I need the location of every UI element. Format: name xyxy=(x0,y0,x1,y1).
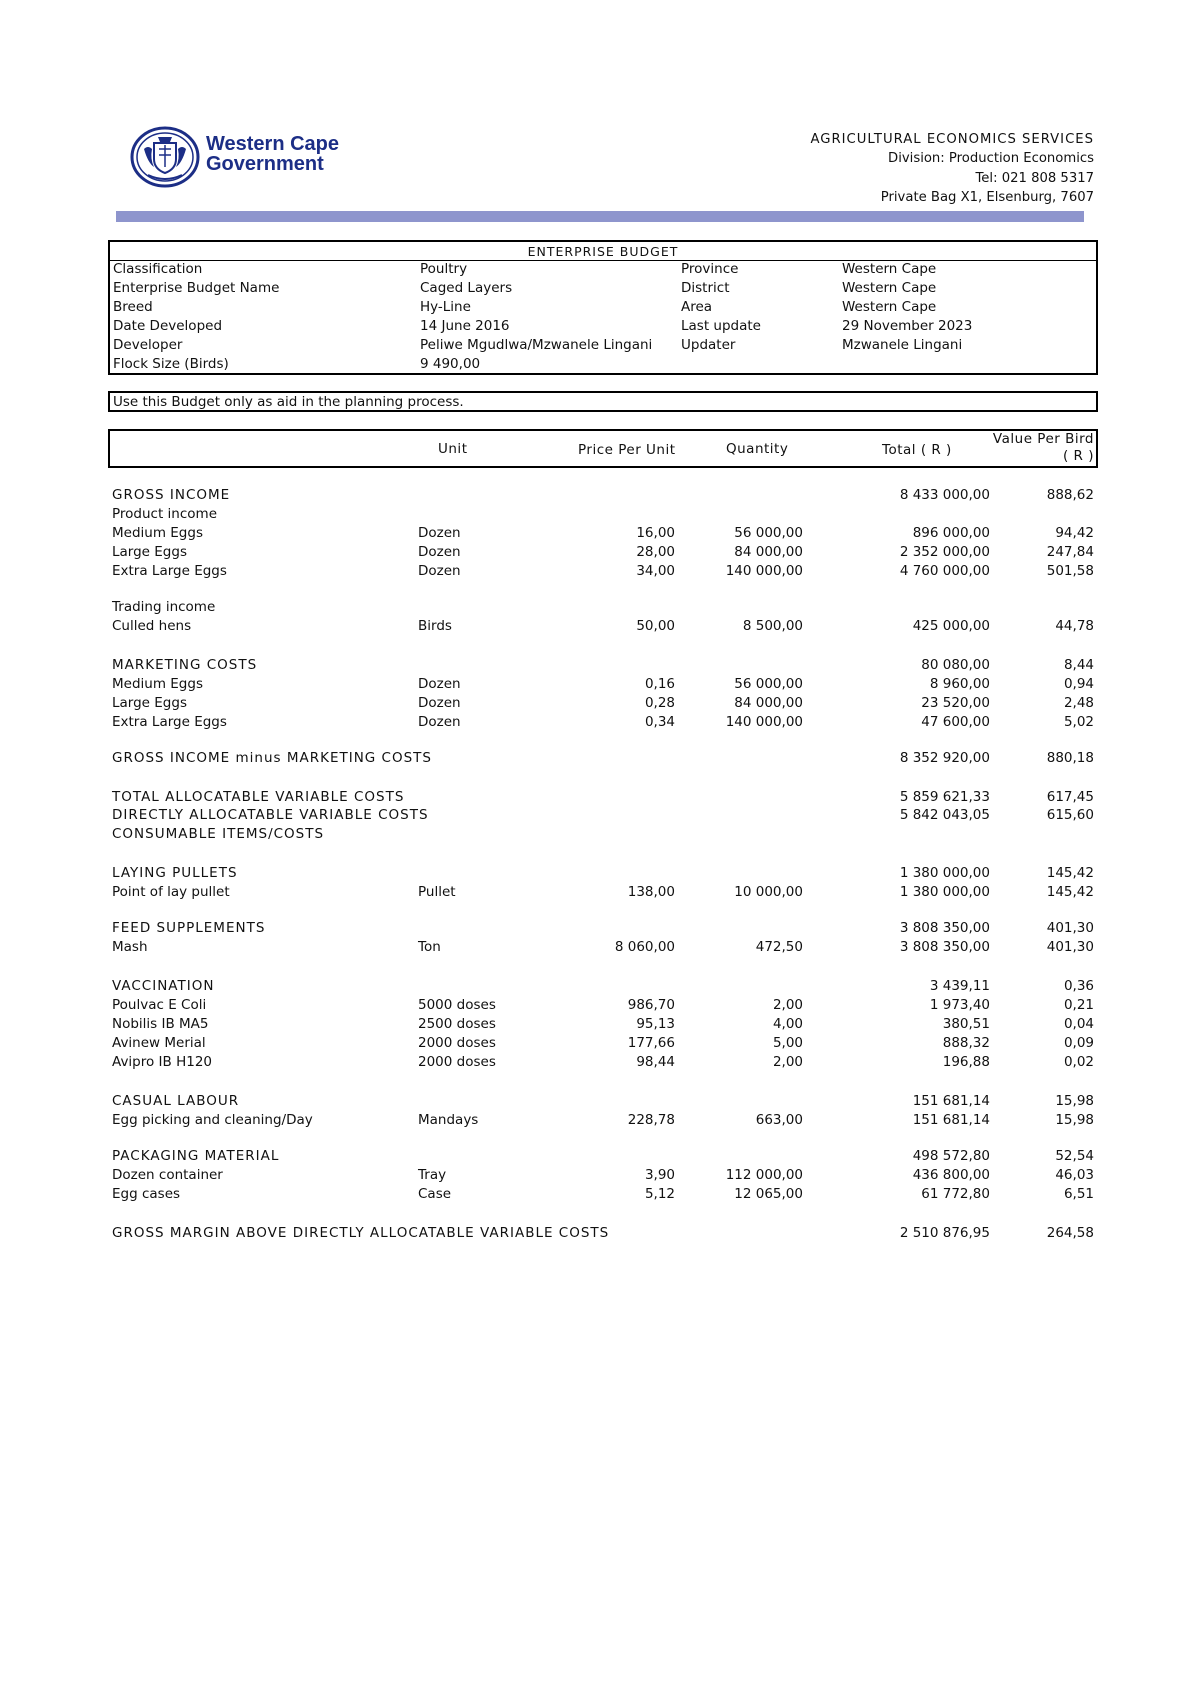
table-row xyxy=(112,1111,1096,1130)
column-header-box xyxy=(108,429,1098,468)
row-label: DIRECTLY ALLOCATABLE VARIABLE COSTS xyxy=(112,807,429,823)
row-total: 4 760 000,00 xyxy=(899,563,990,579)
budget-info-row xyxy=(113,260,1097,279)
row-quantity: 56 000,00 xyxy=(734,525,803,541)
info-label-secondary: District xyxy=(681,280,730,296)
row-price: 16,00 xyxy=(636,525,675,541)
table-row xyxy=(112,938,1096,957)
row-price: 0,28 xyxy=(644,695,675,711)
info-label: Flock Size (Birds) xyxy=(113,356,229,372)
table-row xyxy=(112,617,1096,636)
table-row xyxy=(112,486,1096,505)
row-value-per-bird: 6,51 xyxy=(1063,1186,1094,1202)
col-unit: Unit xyxy=(438,441,468,457)
row-total: 23 520,00 xyxy=(921,695,990,711)
row-label: Egg cases xyxy=(112,1186,181,1202)
info-label: Breed xyxy=(113,299,153,315)
table-row xyxy=(112,562,1096,581)
row-total: 5 842 043,05 xyxy=(899,807,990,823)
table-row xyxy=(112,694,1096,713)
row-unit: Mandays xyxy=(418,1112,479,1128)
row-value-per-bird: 401,30 xyxy=(1046,920,1094,936)
row-label: TOTAL ALLOCATABLE VARIABLE COSTS xyxy=(112,789,405,805)
info-value: 14 June 2016 xyxy=(420,318,510,334)
budget-info-row xyxy=(113,279,1097,298)
row-price: 95,13 xyxy=(636,1016,675,1032)
row-price: 228,78 xyxy=(627,1112,675,1128)
table-row xyxy=(112,1185,1096,1204)
row-unit: Dozen xyxy=(418,563,461,579)
table-row xyxy=(112,788,1096,807)
org-name: AGRICULTURAL ECONOMICS SERVICES xyxy=(810,132,1094,147)
budget-info-row xyxy=(113,298,1097,317)
row-quantity: 8 500,00 xyxy=(742,618,803,634)
row-unit: Dozen xyxy=(418,695,461,711)
planning-note-box xyxy=(108,391,1098,412)
row-unit: 2500 doses xyxy=(418,1016,496,1032)
row-label: Culled hens xyxy=(112,618,192,634)
row-total: 47 600,00 xyxy=(921,714,990,730)
row-label: Trading income xyxy=(112,599,216,615)
table-row xyxy=(112,977,1096,996)
table-row xyxy=(112,675,1096,694)
row-label: VACCINATION xyxy=(112,978,215,994)
row-label: Medium Eggs xyxy=(112,676,203,692)
row-unit: Dozen xyxy=(418,544,461,560)
row-quantity: 4,00 xyxy=(772,1016,803,1032)
row-total: 498 572,80 xyxy=(912,1148,990,1164)
row-value-per-bird: 0,36 xyxy=(1063,978,1094,994)
table-row xyxy=(112,749,1096,768)
col-quantity: Quantity xyxy=(726,441,789,457)
row-total: 5 859 621,33 xyxy=(899,789,990,805)
row-total: 151 681,14 xyxy=(912,1112,990,1128)
row-quantity: 140 000,00 xyxy=(725,714,803,730)
row-label: Avinew Merial xyxy=(112,1035,206,1051)
info-value-secondary: Western Cape xyxy=(842,280,937,296)
table-row xyxy=(112,1053,1096,1072)
row-value-per-bird: 501,58 xyxy=(1046,563,1094,579)
table-row xyxy=(112,919,1096,938)
info-value: Poultry xyxy=(420,261,468,277)
row-value-per-bird: 15,98 xyxy=(1055,1112,1094,1128)
row-total: 896 000,00 xyxy=(912,525,990,541)
row-quantity: 84 000,00 xyxy=(734,544,803,560)
row-value-per-bird: 94,42 xyxy=(1055,525,1094,541)
row-value-per-bird: 264,58 xyxy=(1046,1225,1094,1241)
division: Division: Production Economics xyxy=(888,151,1094,167)
row-total: 425 000,00 xyxy=(912,618,990,634)
row-unit: Dozen xyxy=(418,525,461,541)
row-label: GROSS INCOME minus MARKETING COSTS xyxy=(112,750,432,766)
row-total: 8 352 920,00 xyxy=(899,750,990,766)
table-row xyxy=(112,864,1096,883)
row-total: 2 352 000,00 xyxy=(899,544,990,560)
enterprise-budget-title: ENTERPRISE BUDGET xyxy=(110,243,1096,261)
info-value: Caged Layers xyxy=(420,280,513,296)
info-label: Developer xyxy=(113,337,183,353)
col-total: Total ( R ) xyxy=(882,442,952,458)
row-value-per-bird: 0,21 xyxy=(1063,997,1094,1013)
row-label: FEED SUPPLEMENTS xyxy=(112,920,266,936)
row-value-per-bird: 8,44 xyxy=(1063,657,1094,673)
row-price: 98,44 xyxy=(636,1054,675,1070)
row-value-per-bird: 5,02 xyxy=(1063,714,1094,730)
table-row xyxy=(112,543,1096,562)
row-label: CONSUMABLE ITEMS/COSTS xyxy=(112,826,325,842)
row-label: Egg picking and cleaning/Day xyxy=(112,1112,313,1128)
row-label: CASUAL LABOUR xyxy=(112,1093,240,1109)
row-total: 1 973,40 xyxy=(929,997,990,1013)
info-value: 9 490,00 xyxy=(420,356,481,372)
row-quantity: 5,00 xyxy=(772,1035,803,1051)
row-value-per-bird: 46,03 xyxy=(1055,1167,1094,1183)
row-price: 5,12 xyxy=(644,1186,675,1202)
row-total: 3 439,11 xyxy=(929,978,990,994)
row-total: 151 681,14 xyxy=(912,1093,990,1109)
info-label: Classification xyxy=(113,261,203,277)
budget-info-row xyxy=(113,317,1097,336)
row-label: PACKAGING MATERIAL xyxy=(112,1148,280,1164)
table-row xyxy=(112,656,1096,675)
row-price: 34,00 xyxy=(636,563,675,579)
row-label: Large Eggs xyxy=(112,695,187,711)
row-total: 888,32 xyxy=(942,1035,990,1051)
row-price: 0,16 xyxy=(644,676,675,692)
row-value-per-bird: 247,84 xyxy=(1046,544,1094,560)
row-quantity: 2,00 xyxy=(772,1054,803,1070)
row-value-per-bird: 401,30 xyxy=(1046,939,1094,955)
row-quantity: 12 065,00 xyxy=(734,1186,803,1202)
organization-info xyxy=(810,130,1094,208)
row-unit: Dozen xyxy=(418,714,461,730)
info-value: Hy-Line xyxy=(420,299,471,315)
row-total: 61 772,80 xyxy=(921,1186,990,1202)
row-quantity: 663,00 xyxy=(755,1112,803,1128)
table-row xyxy=(112,996,1096,1015)
budget-info-row xyxy=(113,355,1097,374)
table-row xyxy=(112,1224,1096,1243)
row-total: 196,88 xyxy=(942,1054,990,1070)
row-unit: Pullet xyxy=(418,884,456,900)
row-total: 436 800,00 xyxy=(912,1167,990,1183)
row-total: 1 380 000,00 xyxy=(899,865,990,881)
postal-address: Private Bag X1, Elsenburg, 7607 xyxy=(880,190,1094,206)
row-value-per-bird: 888,62 xyxy=(1046,487,1094,503)
row-value-per-bird: 44,78 xyxy=(1055,618,1094,634)
row-quantity: 112 000,00 xyxy=(725,1167,803,1183)
table-row xyxy=(112,825,1096,844)
header-divider xyxy=(116,211,1084,222)
row-unit: 2000 doses xyxy=(418,1035,496,1051)
info-label-secondary: Updater xyxy=(681,337,736,353)
row-label: Dozen container xyxy=(112,1167,223,1183)
col-value-per-bird: Value Per Bird xyxy=(992,431,1094,447)
row-price: 8 060,00 xyxy=(614,939,675,955)
row-unit: Tray xyxy=(418,1167,447,1183)
info-label-secondary: Last update xyxy=(681,318,761,334)
info-label-secondary: Area xyxy=(681,299,713,315)
row-label: Poulvac E Coli xyxy=(112,997,207,1013)
row-unit: Case xyxy=(418,1186,452,1202)
row-price: 986,70 xyxy=(627,997,675,1013)
row-value-per-bird: 0,04 xyxy=(1063,1016,1094,1032)
info-value-secondary: Western Cape xyxy=(842,261,937,277)
enterprise-budget-box xyxy=(108,240,1098,375)
info-label-secondary: Province xyxy=(681,261,739,277)
row-label: Product income xyxy=(112,506,217,522)
col-value-per-bird-unit: ( R ) xyxy=(1063,448,1094,464)
row-unit: 5000 doses xyxy=(418,997,496,1013)
row-unit: 2000 doses xyxy=(418,1054,496,1070)
row-quantity: 140 000,00 xyxy=(725,563,803,579)
row-quantity: 10 000,00 xyxy=(734,884,803,900)
info-label: Enterprise Budget Name xyxy=(113,280,280,296)
table-row xyxy=(112,1034,1096,1053)
row-value-per-bird: 15,98 xyxy=(1055,1093,1094,1109)
row-label: GROSS INCOME xyxy=(112,487,231,503)
col-price-per-unit: Price Per Unit xyxy=(578,442,676,458)
row-label: MARKETING COSTS xyxy=(112,657,258,673)
row-label: Avipro IB H120 xyxy=(112,1054,213,1070)
table-row xyxy=(112,1092,1096,1111)
row-total: 80 080,00 xyxy=(921,657,990,673)
row-value-per-bird: 880,18 xyxy=(1046,750,1094,766)
row-label: Extra Large Eggs xyxy=(112,563,227,579)
row-price: 138,00 xyxy=(627,884,675,900)
row-value-per-bird: 145,42 xyxy=(1046,865,1094,881)
row-price: 50,00 xyxy=(636,618,675,634)
row-total: 1 380 000,00 xyxy=(899,884,990,900)
row-value-per-bird: 145,42 xyxy=(1046,884,1094,900)
row-value-per-bird: 0,94 xyxy=(1063,676,1094,692)
table-row xyxy=(112,806,1096,825)
row-total: 380,51 xyxy=(942,1016,990,1032)
table-row xyxy=(112,505,1096,524)
table-row xyxy=(112,1015,1096,1034)
row-label: Point of lay pullet xyxy=(112,884,230,900)
row-value-per-bird: 52,54 xyxy=(1055,1148,1094,1164)
info-value: Peliwe Mgudlwa/Mzwanele Lingani xyxy=(420,337,653,353)
row-value-per-bird: 2,48 xyxy=(1063,695,1094,711)
info-value-secondary: 29 November 2023 xyxy=(842,318,973,334)
table-row xyxy=(112,1166,1096,1185)
row-quantity: 84 000,00 xyxy=(734,695,803,711)
row-label: LAYING PULLETS xyxy=(112,865,238,881)
info-label: Date Developed xyxy=(113,318,223,334)
table-row xyxy=(112,883,1096,902)
row-quantity: 472,50 xyxy=(755,939,803,955)
row-label: Medium Eggs xyxy=(112,525,203,541)
logo-title-line1: Western Cape xyxy=(206,133,340,155)
row-label: GROSS MARGIN ABOVE DIRECTLY ALLOCATABLE VARIABLE COSTS xyxy=(112,1225,610,1241)
row-price: 3,90 xyxy=(644,1167,675,1183)
row-label: Large Eggs xyxy=(112,544,187,560)
row-label: Nobilis IB MA5 xyxy=(112,1016,209,1032)
row-unit: Dozen xyxy=(418,676,461,692)
row-unit: Birds xyxy=(418,618,452,634)
row-value-per-bird: 0,02 xyxy=(1063,1054,1094,1070)
row-price: 177,66 xyxy=(627,1035,675,1051)
telephone: Tel: 021 808 5317 xyxy=(975,170,1094,186)
info-value-secondary: Mzwanele Lingani xyxy=(842,337,963,353)
row-label: Extra Large Eggs xyxy=(112,714,227,730)
budget-info-row xyxy=(113,336,1097,355)
table-row xyxy=(112,713,1096,732)
planning-note: Use this Budget only as aid in the planning process. xyxy=(113,394,464,410)
row-price: 28,00 xyxy=(636,544,675,560)
coat-of-arms-icon xyxy=(130,125,200,189)
logo-title-line2: Government xyxy=(206,153,324,175)
row-total: 3 808 350,00 xyxy=(899,920,990,936)
row-total: 8 960,00 xyxy=(929,676,990,692)
row-total: 2 510 876,95 xyxy=(899,1225,990,1241)
row-value-per-bird: 617,45 xyxy=(1046,789,1094,805)
info-value-secondary: Western Cape xyxy=(842,299,937,315)
row-value-per-bird: 0,09 xyxy=(1063,1035,1094,1051)
row-quantity: 56 000,00 xyxy=(734,676,803,692)
row-total: 3 808 350,00 xyxy=(899,939,990,955)
table-row xyxy=(112,524,1096,543)
table-row xyxy=(112,1147,1096,1166)
row-quantity: 2,00 xyxy=(772,997,803,1013)
row-unit: Ton xyxy=(418,939,441,955)
row-total: 8 433 000,00 xyxy=(899,487,990,503)
row-label: Mash xyxy=(112,939,148,955)
table-row xyxy=(112,598,1096,617)
row-value-per-bird: 615,60 xyxy=(1046,807,1094,823)
row-price: 0,34 xyxy=(644,714,675,730)
western-cape-logo xyxy=(130,125,390,191)
